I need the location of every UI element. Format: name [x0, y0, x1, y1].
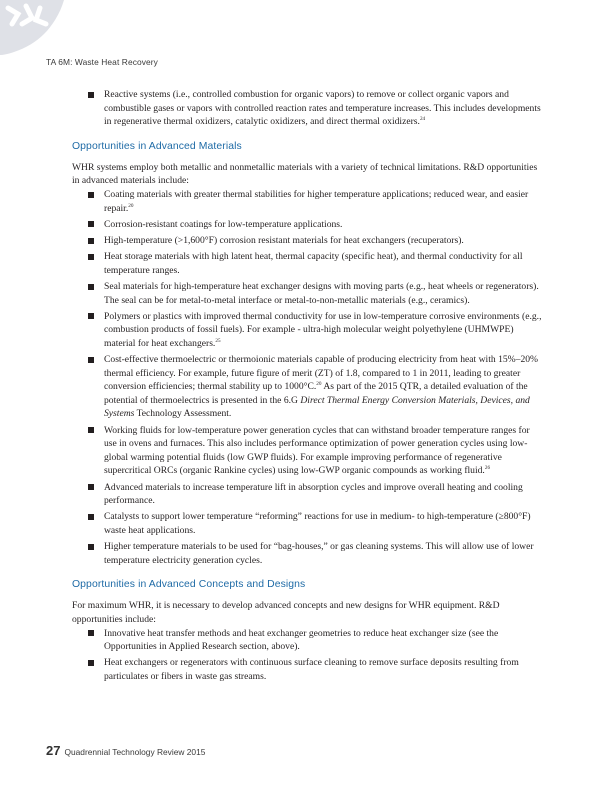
bullet-icon [88, 357, 94, 363]
list-item: Advanced materials to increase temperature lift in absorption cycles and improve overall heating and cooling performance. [88, 481, 544, 508]
list-item: Innovative heat transfer methods and heat exchanger geometries to reduce heat exchanger size (see the Opportunities in Applied Research section, above). [88, 627, 544, 654]
list-item: Working fluids for low-temperature power generation cycles that can withstand broader temperature ranges for use in ovens and furnaces. This also includes performance optimization of power generation cycles using low-global warming potential fluids (low GWP fluids). For example improving performance of regenerative supercritical ORCs (organic Rankine cycles) using low-GWP organic compounds as working fluid.$^{26}$ [88, 424, 544, 478]
bullet-icon [88, 630, 94, 636]
materials-intro: WHR systems employ both metallic and nonmetallic materials with a variety of technical limitations. R&D opportunities in advanced materials include: [72, 161, 538, 187]
top-bullet-list [88, 88, 544, 129]
bullet-icon [88, 313, 94, 319]
concepts-intro: For maximum WHR, it is necessary to develop advanced concepts and new designs for WHR equipment. R&D opportunities include: [72, 600, 500, 625]
list-item: Higher temperature materials to be used for “bag-houses,” or gas cleaning systems. This will allow use of lower temperature electricity generation cycles. [88, 540, 544, 567]
section-heading-materials: Opportunities in Advanced Materials [72, 140, 242, 152]
section-heading-concepts: Opportunities in Advanced Concepts and Designs [72, 579, 306, 591]
list-item: Seal materials for high-temperature heat exchanger designs with moving parts (e.g., heat wheels or regenerators). The seal can be for metal-to-metal interface or metal-to-non-metallic materials (e.g., ceramics). [88, 280, 544, 307]
list-item: Heat exchangers or regenerators with continuous surface cleaning to remove surface deposits resulting from particulates or fibers in waste gas streams. [88, 656, 544, 683]
list-item: Cost-effective thermoelectric or thermoionic materials capable of producing electricity from heat with 15%–20% thermal efficiency. For example, future figure of merit (ZT) of 1.8, compared to 1 in 2011, leading to greater conversion efficiencies; thermal stability up to 1000°C.$^{20}$ As part of the 2015 QTR, a detailed evaluation of the potential of thermoelectrics is presented in the 6.G Direct Thermal Energy Conversion Materials, Devices, and Systems Technology Assessment. [88, 353, 544, 421]
corner-logo-graphic [0, 0, 80, 80]
bullet-icon [88, 284, 94, 290]
list-item: Reactive systems (i.e., controlled combustion for organic vapors) to remove or collect organic vapors and combustible gases or vapors with controlled reaction rates and temperature increases. This includes developments in regenerative thermal oxidizers, catalytic oxidizers, and direct thermal oxidizers.$^{24}$ [88, 88, 544, 129]
page-content [72, 88, 544, 686]
list-item: Corrosion-resistant coatings for low-temperature applications. [88, 218, 544, 232]
bullet-icon [88, 254, 94, 260]
bullet-icon [88, 192, 94, 198]
bullet-icon [88, 92, 94, 98]
materials-bullet-list [88, 188, 544, 567]
list-item: High-temperature (>1,600°F) corrosion resistant materials for heat exchangers (recuperators). [88, 234, 544, 248]
bullet-icon [88, 484, 94, 490]
bullet-icon [88, 514, 94, 520]
bullet-icon [88, 427, 94, 433]
running-header: TA 6M: Waste Heat Recovery [46, 57, 158, 67]
bullet-icon [88, 221, 94, 227]
list-item: Polymers or plastics with improved thermal conductivity for use in low-temperature corrosive environments (e.g., combustion products of fossil fuels). For example - ultra-high molecular weight polyethylene (UHMWPE) material for heat exchangers.$^{25}$ [88, 310, 544, 351]
bullet-icon [88, 660, 94, 666]
page-number: 27 [46, 743, 61, 758]
list-item: Catalysts to support lower temperature “reforming” reactions for use in medium- to high-temperature (≥800°F) waste heat applications. [88, 510, 544, 537]
list-item: Heat storage materials with high latent heat, thermal capacity (specific heat), and thermal conductivity for all temperature ranges. [88, 250, 544, 277]
bullet-icon [88, 238, 94, 244]
page-footer [46, 742, 205, 760]
list-item: Coating materials with greater thermal stabilities for higher temperature applications; reduced wear, and easier repair.$^{20}$ [88, 188, 544, 215]
bullet-icon [88, 544, 94, 550]
footer-title: Quadrennial Technology Review 2015 [64, 747, 206, 757]
concepts-bullet-list [88, 627, 544, 684]
